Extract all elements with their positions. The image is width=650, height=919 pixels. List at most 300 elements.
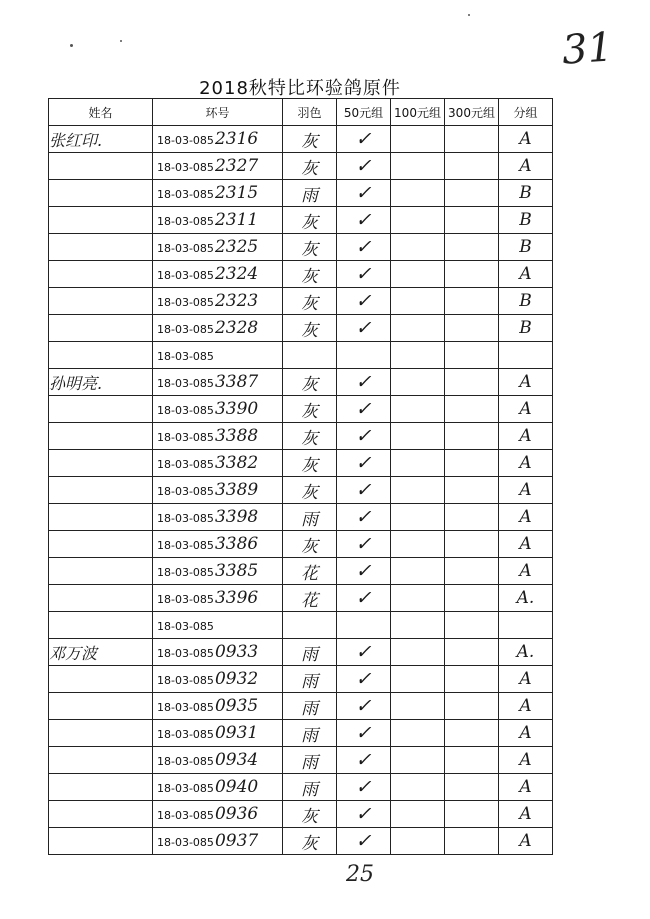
group-50-cell <box>337 531 391 558</box>
check-mark-icon: ✓ <box>355 398 372 420</box>
group-50-cell <box>337 315 391 342</box>
group-300-cell <box>445 180 499 207</box>
ring-suffix: 0937 <box>214 831 259 851</box>
group-100-cell <box>391 369 445 396</box>
group-50-cell <box>337 585 391 612</box>
division-cell <box>499 369 553 396</box>
feather-color: 灰 <box>301 806 318 827</box>
division-letter: A <box>519 426 532 446</box>
feather-color: 灰 <box>301 455 318 476</box>
division-letter: A <box>519 399 532 419</box>
check-mark-icon: ✓ <box>355 155 372 177</box>
group-300-cell <box>445 558 499 585</box>
owner-name-cell <box>49 450 153 477</box>
feather-color: 花 <box>301 563 318 584</box>
table-row <box>49 477 553 504</box>
owner-name-cell <box>49 585 153 612</box>
group-300-cell <box>445 693 499 720</box>
ring-suffix: 0934 <box>214 750 259 770</box>
group-100-cell <box>391 450 445 477</box>
feather-color: 灰 <box>301 536 318 557</box>
group-100-cell <box>391 288 445 315</box>
ring-prefix: 18-03-085 <box>157 809 214 822</box>
feather-color-cell <box>283 396 337 423</box>
feather-color-cell <box>283 693 337 720</box>
ring-prefix: 18-03-085 <box>157 377 214 390</box>
division-cell <box>499 396 553 423</box>
scan-speck <box>120 40 122 42</box>
division-cell <box>499 423 553 450</box>
division-letter: B <box>519 183 532 203</box>
group-50-cell <box>337 720 391 747</box>
table-row <box>49 612 553 639</box>
group-300-cell <box>445 639 499 666</box>
division-letter: A <box>519 534 532 554</box>
group-300-cell <box>445 315 499 342</box>
owner-name-cell <box>49 315 153 342</box>
check-mark-icon: ✓ <box>355 749 372 771</box>
feather-color-cell <box>283 504 337 531</box>
ring-prefix: 18-03-085 <box>157 458 214 471</box>
feather-color: 灰 <box>301 401 318 422</box>
division-letter: B <box>519 210 532 230</box>
ring-prefix: 18-03-085 <box>157 134 214 147</box>
owner-name-cell <box>49 288 153 315</box>
ring-prefix: 18-03-085 <box>157 269 214 282</box>
feather-color-cell <box>283 450 337 477</box>
check-mark-icon: ✓ <box>355 560 372 582</box>
check-mark-icon: ✓ <box>355 317 372 339</box>
ring-number-cell <box>153 288 283 315</box>
ring-prefix: 18-03-085 <box>157 431 214 444</box>
feather-color-cell <box>283 234 337 261</box>
check-mark-icon: ✓ <box>355 641 372 663</box>
ring-number-cell <box>153 693 283 720</box>
ring-number-cell <box>153 639 283 666</box>
ring-prefix: 18-03-085 <box>157 593 214 606</box>
group-100-cell <box>391 396 445 423</box>
ring-number-cell <box>153 666 283 693</box>
division-letter: A <box>519 831 532 851</box>
ring-suffix: 2311 <box>214 210 259 230</box>
feather-color: 灰 <box>301 131 318 152</box>
ring-prefix: 18-03-085 <box>157 674 214 687</box>
ring-suffix: 3385 <box>214 561 259 581</box>
ring-number-cell <box>153 315 283 342</box>
group-300-cell <box>445 828 499 855</box>
division-letter: A <box>519 723 532 743</box>
check-mark-icon: ✓ <box>355 776 372 798</box>
ring-prefix: 18-03-085 <box>157 350 214 363</box>
division-letter: A <box>519 480 532 500</box>
check-mark-icon: ✓ <box>355 263 372 285</box>
group-300-cell <box>445 369 499 396</box>
table-row <box>49 828 553 855</box>
owner-name: 邓万波 <box>49 643 98 663</box>
feather-color: 雨 <box>301 752 318 773</box>
header-ring: 环号 <box>153 99 283 126</box>
owner-name-cell <box>49 342 153 369</box>
owner-name-cell <box>49 774 153 801</box>
ring-prefix: 18-03-085 <box>157 404 214 417</box>
group-50-cell <box>337 342 391 369</box>
ring-prefix: 18-03-085 <box>157 620 214 633</box>
group-50-cell <box>337 450 391 477</box>
group-300-cell <box>445 666 499 693</box>
check-mark-icon: ✓ <box>355 803 372 825</box>
table-header-row <box>49 99 553 126</box>
ring-number-cell <box>153 126 283 153</box>
ring-suffix: 3389 <box>214 480 259 500</box>
group-100-cell <box>391 801 445 828</box>
division-cell <box>499 720 553 747</box>
division-letter: A <box>519 129 532 149</box>
group-300-cell <box>445 288 499 315</box>
table-row <box>49 747 553 774</box>
division-cell <box>499 531 553 558</box>
owner-name-cell <box>49 558 153 585</box>
division-cell <box>499 801 553 828</box>
group-300-cell <box>445 234 499 261</box>
feather-color-cell <box>283 801 337 828</box>
table-row <box>49 288 553 315</box>
group-100-cell <box>391 207 445 234</box>
group-100-cell <box>391 234 445 261</box>
group-100-cell <box>391 612 445 639</box>
feather-color: 灰 <box>301 833 318 854</box>
group-50-cell <box>337 639 391 666</box>
ring-suffix: 3387 <box>214 372 259 392</box>
ring-prefix: 18-03-085 <box>157 215 214 228</box>
division-cell <box>499 585 553 612</box>
group-50-cell <box>337 261 391 288</box>
group-100-cell <box>391 666 445 693</box>
check-mark-icon: ✓ <box>355 209 372 231</box>
feather-color: 雨 <box>301 725 318 746</box>
group-50-cell <box>337 396 391 423</box>
feather-color-cell <box>283 423 337 450</box>
header-name: 姓名 <box>49 99 153 126</box>
ring-suffix: 2324 <box>214 264 259 284</box>
feather-color-cell <box>283 477 337 504</box>
feather-color-cell <box>283 828 337 855</box>
table-row <box>49 234 553 261</box>
check-mark-icon: ✓ <box>355 722 372 744</box>
group-300-cell <box>445 207 499 234</box>
ring-suffix: 0940 <box>214 777 259 797</box>
feather-color: 雨 <box>301 671 318 692</box>
owner-name-cell <box>49 234 153 261</box>
feather-color: 灰 <box>301 212 318 233</box>
ring-prefix: 18-03-085 <box>157 242 214 255</box>
ring-number-cell <box>153 369 283 396</box>
table-row <box>49 639 553 666</box>
ring-number-cell <box>153 153 283 180</box>
feather-color-cell <box>283 585 337 612</box>
division-letter: A <box>519 804 532 824</box>
ring-number-cell <box>153 585 283 612</box>
group-100-cell <box>391 126 445 153</box>
division-letter: A <box>519 453 532 473</box>
ring-suffix: 0935 <box>214 696 259 716</box>
ring-number-cell <box>153 828 283 855</box>
division-cell <box>499 666 553 693</box>
feather-color-cell <box>283 288 337 315</box>
header-group-100: 100元组 <box>391 99 445 126</box>
division-cell <box>499 747 553 774</box>
table-row <box>49 342 553 369</box>
division-letter: B <box>519 291 532 311</box>
ring-suffix: 3388 <box>214 426 259 446</box>
ring-suffix: 3396 <box>214 588 259 608</box>
feather-color: 花 <box>301 590 318 611</box>
ring-number-cell <box>153 180 283 207</box>
owner-name-cell <box>49 828 153 855</box>
group-300-cell <box>445 585 499 612</box>
group-50-cell <box>337 558 391 585</box>
division-cell <box>499 828 553 855</box>
ring-prefix: 18-03-085 <box>157 755 214 768</box>
feather-color-cell <box>283 612 337 639</box>
check-mark-icon: ✓ <box>355 695 372 717</box>
owner-name-cell <box>49 747 153 774</box>
ring-number-cell <box>153 450 283 477</box>
table-row <box>49 450 553 477</box>
ring-number-cell <box>153 477 283 504</box>
pigeon-records-table <box>48 98 553 855</box>
group-100-cell <box>391 477 445 504</box>
table-row <box>49 369 553 396</box>
ring-suffix: 2327 <box>214 156 259 176</box>
ring-prefix: 18-03-085 <box>157 728 214 741</box>
ring-number-cell <box>153 531 283 558</box>
table-row <box>49 180 553 207</box>
feather-color: 灰 <box>301 158 318 179</box>
division-cell <box>499 315 553 342</box>
scan-speck <box>70 44 73 47</box>
check-mark-icon: ✓ <box>355 182 372 204</box>
owner-name-cell <box>49 720 153 747</box>
group-300-cell <box>445 423 499 450</box>
feather-color: 雨 <box>301 644 318 665</box>
check-mark-icon: ✓ <box>355 452 372 474</box>
group-100-cell <box>391 504 445 531</box>
owner-name: 孙明亮. <box>49 373 103 393</box>
group-50-cell <box>337 612 391 639</box>
group-50-cell <box>337 207 391 234</box>
group-100-cell <box>391 531 445 558</box>
table-row <box>49 531 553 558</box>
ring-number-cell <box>153 207 283 234</box>
ring-prefix: 18-03-085 <box>157 701 214 714</box>
group-50-cell <box>337 180 391 207</box>
feather-color-cell <box>283 558 337 585</box>
group-100-cell <box>391 693 445 720</box>
owner-name-cell <box>49 423 153 450</box>
division-cell <box>499 774 553 801</box>
group-50-cell <box>337 774 391 801</box>
ring-suffix: 2325 <box>214 237 259 257</box>
owner-name-cell <box>49 477 153 504</box>
ring-number-cell <box>153 720 283 747</box>
division-letter: A <box>519 777 532 797</box>
owner-name-cell <box>49 504 153 531</box>
division-cell <box>499 342 553 369</box>
ring-prefix: 18-03-085 <box>157 485 214 498</box>
table-row <box>49 666 553 693</box>
document-title: 2018秋特比环验鸽原件 <box>199 78 401 99</box>
division-letter: A <box>519 156 532 176</box>
owner-name-cell <box>49 180 153 207</box>
division-cell <box>499 639 553 666</box>
check-mark-icon: ✓ <box>355 533 372 555</box>
ring-number-cell <box>153 504 283 531</box>
division-cell <box>499 261 553 288</box>
feather-color-cell <box>283 531 337 558</box>
owner-name: 张红印. <box>49 130 103 150</box>
table-row <box>49 261 553 288</box>
check-mark-icon: ✓ <box>355 236 372 258</box>
table-row <box>49 801 553 828</box>
scan-speck <box>468 14 470 16</box>
ring-suffix: 3398 <box>214 507 259 527</box>
header-group-50: 50元组 <box>337 99 391 126</box>
group-100-cell <box>391 315 445 342</box>
group-100-cell <box>391 720 445 747</box>
ring-number-cell <box>153 774 283 801</box>
group-50-cell <box>337 126 391 153</box>
table-row <box>49 558 553 585</box>
group-300-cell <box>445 126 499 153</box>
group-50-cell <box>337 423 391 450</box>
feather-color-cell <box>283 126 337 153</box>
table-row <box>49 396 553 423</box>
check-mark-icon: ✓ <box>355 830 372 852</box>
ring-suffix: 2316 <box>214 129 259 149</box>
division-cell <box>499 450 553 477</box>
group-50-cell <box>337 234 391 261</box>
group-300-cell <box>445 342 499 369</box>
table-row <box>49 693 553 720</box>
feather-color-cell <box>283 774 337 801</box>
group-50-cell <box>337 504 391 531</box>
group-100-cell <box>391 261 445 288</box>
ring-prefix: 18-03-085 <box>157 647 214 660</box>
group-300-cell <box>445 450 499 477</box>
group-50-cell <box>337 828 391 855</box>
table-row <box>49 153 553 180</box>
table-row <box>49 207 553 234</box>
ring-suffix: 2315 <box>214 183 259 203</box>
check-mark-icon: ✓ <box>355 290 372 312</box>
group-300-cell <box>445 801 499 828</box>
table-row <box>49 585 553 612</box>
division-letter: A <box>519 372 532 392</box>
ring-prefix: 18-03-085 <box>157 188 214 201</box>
division-letter: A <box>519 750 532 770</box>
group-100-cell <box>391 828 445 855</box>
division-cell <box>499 207 553 234</box>
group-300-cell <box>445 720 499 747</box>
feather-color: 灰 <box>301 266 318 287</box>
table-row <box>49 504 553 531</box>
group-50-cell <box>337 801 391 828</box>
group-50-cell <box>337 288 391 315</box>
ring-suffix: 3382 <box>214 453 259 473</box>
ring-number-cell <box>153 801 283 828</box>
group-50-cell <box>337 666 391 693</box>
division-cell <box>499 180 553 207</box>
feather-color: 灰 <box>301 482 318 503</box>
owner-name-cell <box>49 531 153 558</box>
group-100-cell <box>391 342 445 369</box>
group-300-cell <box>445 396 499 423</box>
division-letter: A. <box>516 588 535 608</box>
ring-number-cell <box>153 396 283 423</box>
ring-number-cell <box>153 747 283 774</box>
group-100-cell <box>391 558 445 585</box>
check-mark-icon: ✓ <box>355 371 372 393</box>
division-letter: A. <box>516 642 535 662</box>
owner-name-cell <box>49 261 153 288</box>
check-mark-icon: ✓ <box>355 128 372 150</box>
table-row <box>49 720 553 747</box>
ring-suffix: 2328 <box>214 318 259 338</box>
group-100-cell <box>391 585 445 612</box>
feather-color-cell <box>283 747 337 774</box>
table-row <box>49 126 553 153</box>
group-100-cell <box>391 180 445 207</box>
owner-name-cell <box>49 396 153 423</box>
ring-number-cell <box>153 423 283 450</box>
division-cell <box>499 558 553 585</box>
feather-color: 灰 <box>301 428 318 449</box>
ring-suffix: 3390 <box>214 399 259 419</box>
group-300-cell <box>445 153 499 180</box>
table-row <box>49 774 553 801</box>
group-50-cell <box>337 477 391 504</box>
ring-prefix: 18-03-085 <box>157 782 214 795</box>
feather-color: 雨 <box>301 698 318 719</box>
ring-prefix: 18-03-085 <box>157 296 214 309</box>
header-color: 羽色 <box>283 99 337 126</box>
division-letter: B <box>519 318 532 338</box>
division-cell <box>499 288 553 315</box>
ring-number-cell <box>153 234 283 261</box>
division-cell <box>499 477 553 504</box>
owner-name-cell <box>49 693 153 720</box>
ring-prefix: 18-03-085 <box>157 161 214 174</box>
check-mark-icon: ✓ <box>355 506 372 528</box>
ring-suffix: 0931 <box>214 723 259 743</box>
division-letter: A <box>519 507 532 527</box>
group-300-cell <box>445 531 499 558</box>
division-cell <box>499 612 553 639</box>
feather-color-cell <box>283 207 337 234</box>
check-mark-icon: ✓ <box>355 587 372 609</box>
owner-name-cell <box>49 612 153 639</box>
ring-number-cell <box>153 342 283 369</box>
group-300-cell <box>445 504 499 531</box>
ring-suffix: 2323 <box>214 291 259 311</box>
feather-color: 雨 <box>301 185 318 206</box>
ring-suffix: 0933 <box>214 642 259 662</box>
group-50-cell <box>337 747 391 774</box>
group-300-cell <box>445 774 499 801</box>
feather-color-cell <box>283 153 337 180</box>
division-cell <box>499 234 553 261</box>
owner-name-cell <box>49 153 153 180</box>
